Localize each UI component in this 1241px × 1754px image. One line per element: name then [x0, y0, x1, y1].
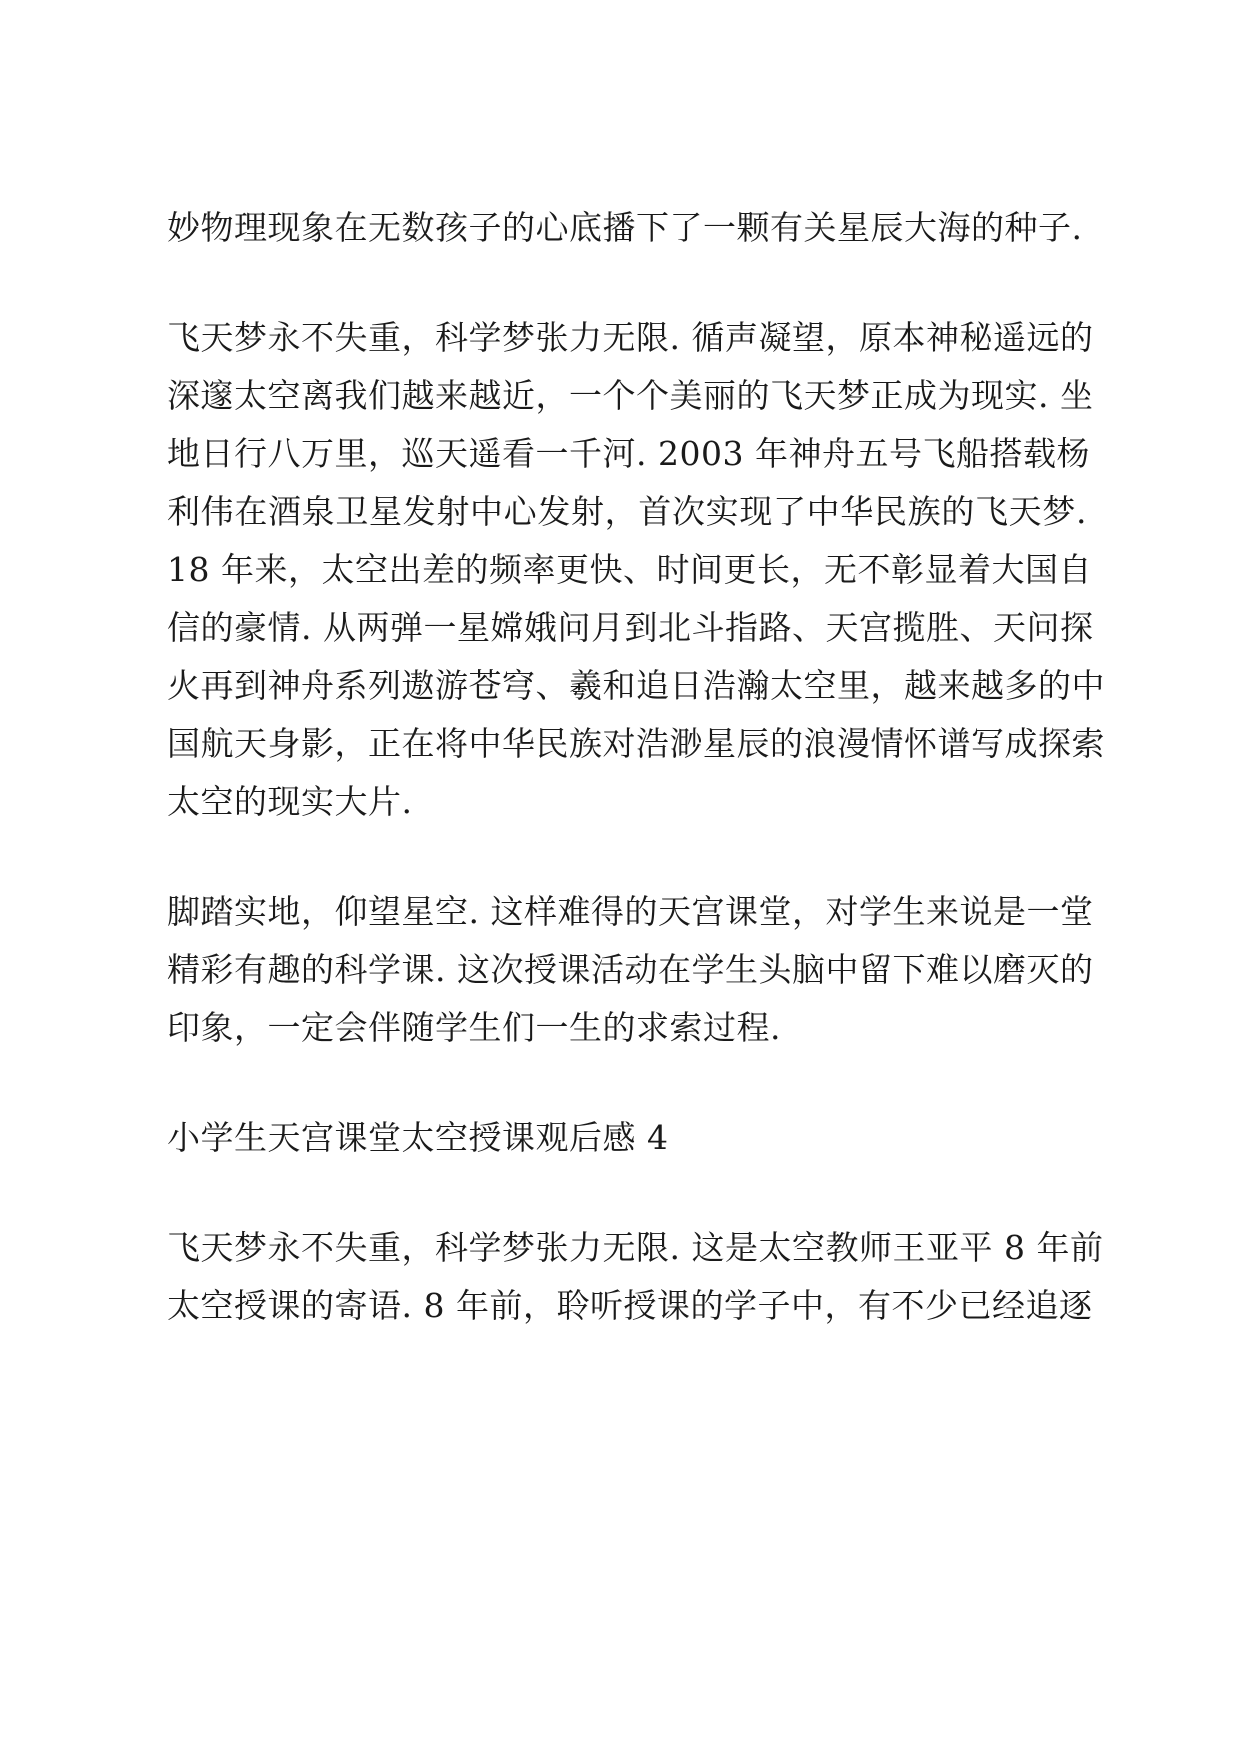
text-line: 深邃太空离我们越来越近，一个个美丽的飞天梦正成为现实. 坐 — [167, 376, 1094, 415]
text-line: 利伟在酒泉卫星发射中心发射，首次实现了中华民族的飞天梦. — [167, 492, 1087, 531]
section-heading: 小学生天宫课堂太空授课观后感 4 — [167, 1118, 669, 1157]
text-line: 地日行八万里，巡天遥看一千河. 2003 年神舟五号飞船搭载杨 — [167, 434, 1090, 473]
text-line: 太空的现实大片. — [167, 782, 413, 821]
text-line: 18 年来，太空出差的频率更快、时间更长，无不彰显着大国自 — [167, 550, 1092, 589]
text-line: 妙物理现象在无数孩子的心底播下了一颗有关星辰大海的种子. — [167, 208, 1083, 247]
text-line: 国航天身影，正在将中华民族对浩渺星辰的浪漫情怀谱写成探索 — [167, 724, 1105, 763]
text-line: 太空授课的寄语. 8 年前，聆听授课的学子中，有不少已经追逐 — [167, 1286, 1093, 1325]
text-line: 信的豪情. 从两弹一星嫦娥问月到北斗指路、天宫揽胜、天问探 — [167, 608, 1094, 647]
text-line: 火再到神舟系列遨游苍穹、羲和追日浩瀚太空里，越来越多的中 — [167, 666, 1105, 705]
text-line: 飞天梦永不失重，科学梦张力无限. 循声凝望，原本神秘遥远的 — [167, 318, 1094, 357]
text-line: 飞天梦永不失重，科学梦张力无限. 这是太空教师王亚平 8 年前 — [167, 1228, 1104, 1267]
text-line: 印象，一定会伴随学生们一生的求索过程. — [167, 1008, 781, 1047]
text-line: 脚踏实地，仰望星空. 这样难得的天宫课堂，对学生来说是一堂 — [167, 892, 1094, 931]
text-line: 精彩有趣的科学课. 这次授课活动在学生头脑中留下难以磨灭的 — [167, 950, 1094, 989]
